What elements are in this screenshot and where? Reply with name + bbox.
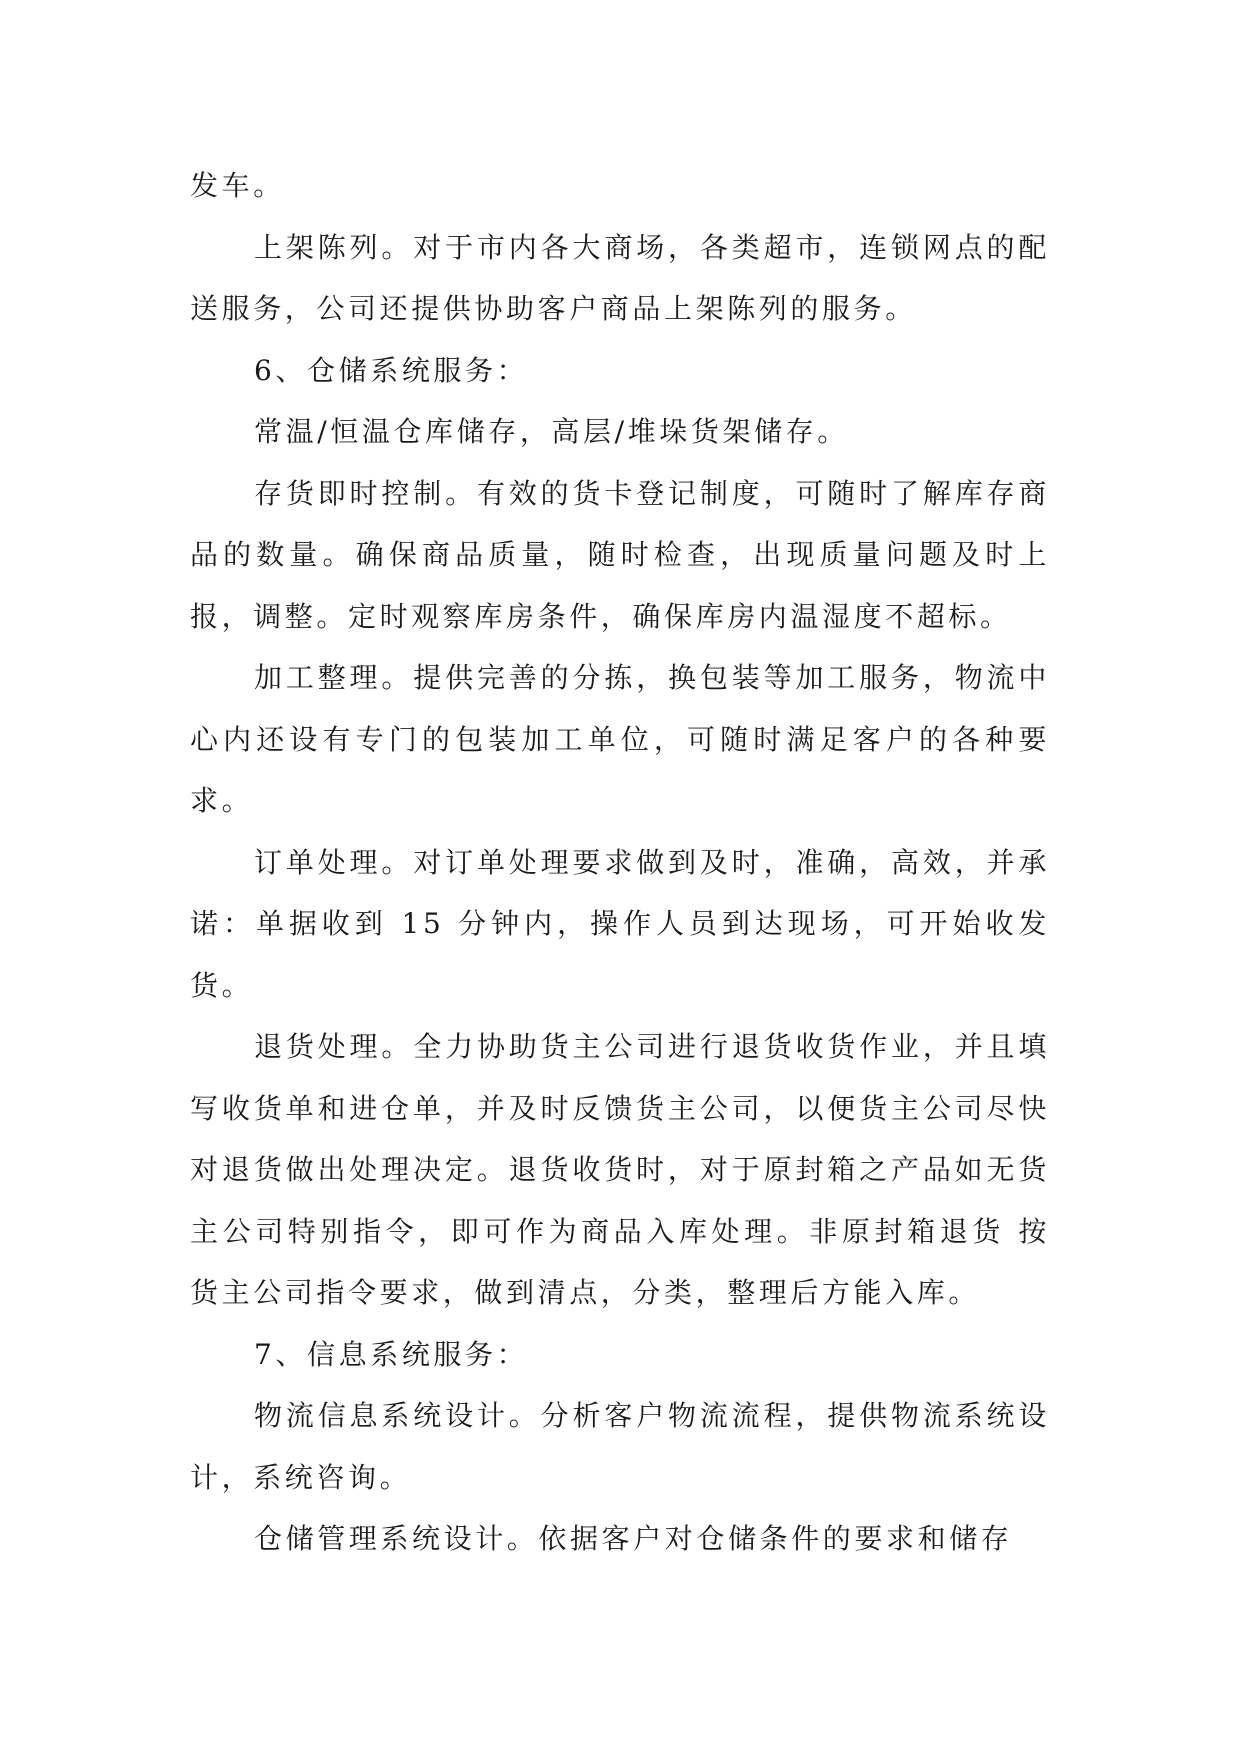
paragraph-1: 发车。 [190, 169, 285, 202]
paragraph-11: 仓储管理系统设计。依据客户对仓储条件的要求和储存 [254, 1522, 1013, 1555]
paragraph-5: 存货即时控制。有效的货卡登记制度，可随时了解库存商品的数量。确保商品质量，随时检查，出现质量问题及时上报，调整。定时观察库房条件，确保库房内温湿度不超标。 [190, 476, 1050, 633]
section-heading-6: 6、仓储系统服务： [254, 353, 529, 387]
document-body [190, 155, 1050, 1570]
paragraph-2: 上架陈列。对于市内各大商场，各类超市，连锁网点的配送服务，公司还提供协助客户商品上架陈列的服务。 [190, 230, 1050, 325]
paragraph-7: 订单处理。对订单处理要求做到及时，准确，高效，并承诺：单据收到 15 分钟内，操作人员到达现场，可开始收发货。 [190, 845, 1050, 1002]
paragraph-6: 加工整理。提供完善的分拣，换包装等加工服务，物流中心内还设有专门的包装加工单位，可随时满足客户的各种要求。 [190, 661, 1050, 817]
paragraph-4: 常温/恒温仓库储存，高层/堆垛货架储存。 [254, 415, 849, 448]
section-heading-7: 7、信息系统服务： [254, 1337, 529, 1371]
paragraph-8: 退货处理。全力协助货主公司进行退货收货作业，并且填写收货单和进仓单，并及时反馈货主公司，以便货主公司尽快对退货做出处理决定。退货收货时，对于原封箱之产品如无货主公司特别指令，即可作为商品入库处理。非原封箱退货 按货主公司指令要求，做到清点，分类，整理后方能入库。 [190, 1030, 1050, 1309]
paragraph-10: 物流信息系统设计。分析客户物流流程，提供物流系统设计，系统咨询。 [190, 1399, 1050, 1494]
